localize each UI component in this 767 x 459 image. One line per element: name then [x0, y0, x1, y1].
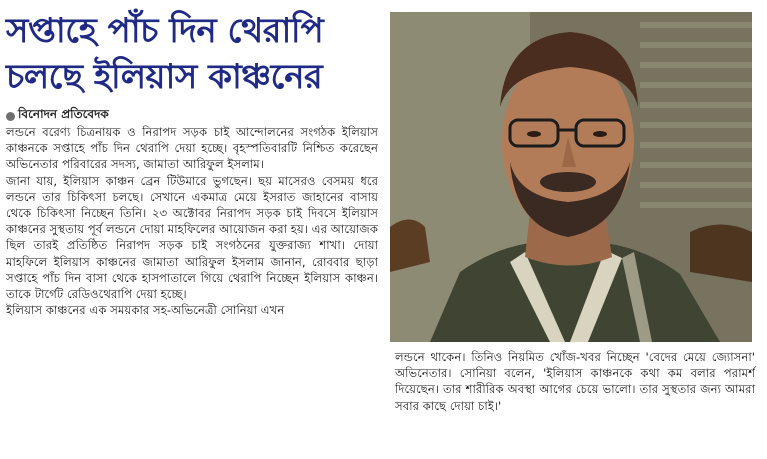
byline-text: বিনোদন প্রতিবেদক	[18, 107, 109, 121]
portrait-photo	[390, 12, 752, 342]
bullet-icon	[6, 112, 15, 121]
article-body-right	[395, 349, 755, 414]
portrait-illustration	[390, 12, 752, 342]
headline-line-1: সপ্তাহে পাঁচ দিন থেরাপি	[6, 11, 324, 51]
byline	[6, 106, 109, 126]
paragraph-continued: লন্ডনে থাকেন। তিনিও নিয়মিত খোঁজ-খবর নিচ্ছেন 'বেদের মেয়ে জ্যোসনা' অভিনেতার। সোনিয়া বলেন, 'ইলিয়াস কাঞ্চনকে কথা কম বলার পরামর্শ দিয়েছেন। তার শারীরিক অবস্থা আগের চেয়ে ভালো। তার সুস্থতার জন্য আমরা সবার কাছে দোয়া চাই।'	[395, 350, 755, 413]
paragraph-3: ইলিয়াস কাঞ্চনের এক সময়কার সহ-অভিনেত্রী সোনিয়া এখন	[6, 303, 285, 318]
headline	[6, 8, 384, 100]
headline-line-2: চলছে ইলিয়াস কাঞ্চনের	[6, 57, 323, 97]
paragraph-2: জানা যায়, ইলিয়াস কাঞ্চন ব্রেন টিউমারে ভুগছেন। ছয় মাসেরও বেসময় ধরে লন্ডনে তার চিকিৎসা চলছে। সেখানে একমাত্র মেয়ে ইসরাত জাহানের বাসায় থেকে চিকিৎসা নিচ্ছেন তিনি। ২৩ অক্টোবর নিরাপদ সড়ক চাই দিবসে ইলিয়াস কাঞ্চনের সুস্থতায় পূর্ব লন্ডনে দোয়া মাহফিলের আয়োজন করা হয়। এর আয়োজক ছিল তারই প্রতিষ্ঠিত নিরাপদ সড়ক চাই সংগঠনের যুক্তরাজ্য শাখা। দোয়া মাহফিলে ইলিয়াস কাঞ্চনের জামাতা আরিফুল ইসলাম জানান, রোববার ছাড়া সপ্তাহে পাঁচ দিন বাসা থেকে হাসপাতালে গিয়ে থেরাপি নিচ্ছেন ইলিয়াস কাঞ্চন। তাকে টার্গেট রেডিওথেরাপি দেয়া হচ্ছে।	[6, 173, 378, 302]
article-body-left	[6, 124, 378, 318]
paragraph-1: লন্ডনে বরেণ্য চিত্রনায়ক ও নিরাপদ সড়ক চাই আন্দোলনের সংগঠক ইলিয়াস কাঞ্চনকে সপ্তাহে পাঁচ দিন থেরাপি দেয়া হচ্ছে। বৃহস্পতিবারটি নিশ্চিত করেছেন অভিনেতার পরিবারের সদস্য, জামাতা আরিফুল ইসলাম।	[6, 125, 378, 172]
